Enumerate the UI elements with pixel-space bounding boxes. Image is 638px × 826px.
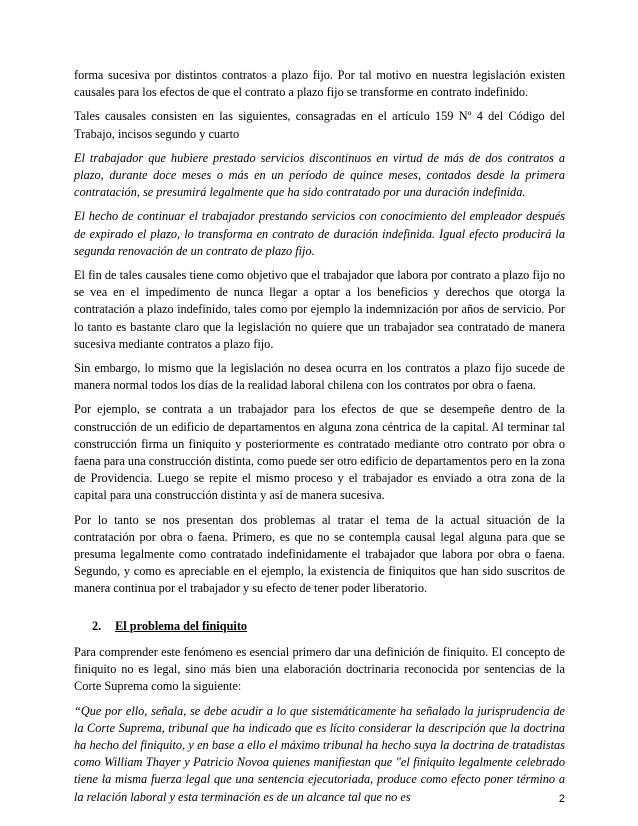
paragraph-3: El fin de tales causales tiene como objetivo que el trabajador que labora por contrato a plazo fijo no se vea en el impedimento de nunca llegar a optar a los beneficios y derechos que otorga la contratación a plazo indefinido, tales como por ejemplo la indemnización por años de servicio. Por lo tanto es bastante claro que la legislación no quiere que un trabajador sea contratado de manera sucesiva mediante contratos a plazo fijo. (74, 268, 565, 351)
paragraph-5: Por ejemplo, se contrata a un trabajador para los efectos de que se desempeñe dentro de la construcción de un edificio de departamentos en alguna zona céntrica de la capital. Al terminar tal construcción firma un finiquito y posteriormente es contratado mediante otro contrato por obra o faena para una construcción distinta, como puede ser otro edificio de departamentos pero en la zona de Providencia. Luego se repite el mismo proceso y el trabajador es enviado a otra zona de la capital para una construcción distinta y así de manera sucesiva. (74, 402, 565, 503)
paragraph-7: Para comprender este fenómeno es esencial primero dar una definición de finiquito. El concepto de finiquito no es legal, sino más bien una elaboración doctrinaria reconocida por sentencias de la Corte Suprema como la siguiente: (74, 644, 565, 694)
quote-paragraph-3: “Que por ello, señala, se debe acudir a lo que sistemáticamente ha señalado la jurisprudencia de la Corte Suprema, tribunal que ha indicado que es lícito considerar la descripción que la doctrina ha hecho del finiquito, y en base a ello el máximo tribunal ha hecho suya la doctrina de tratadistas como William Thayer y Patricio Novoa quienes manifiestan que "el finiquito legalmente celebrado tiene la misma fuerza legal que una sentencia ejecutoriada, produce como efecto poner término a la relación laboral y esta terminación es de un alcance tal que no es (74, 703, 565, 804)
quote-paragraph-2: El hecho de continuar el trabajador prestando servicios con conocimiento del empleador después de expirado el plazo, lo transforma en contrato de duración indefinida. Igual efecto producirá la segunda renovación de un contrato de plazo fijo. (74, 209, 565, 258)
paragraph-4: Sin embargo, lo mismo que la legislación no desea ocurra en los contratos a plazo fijo sucede de manera normal todos los días de la realidad laboral chilena con los contratos por obra o faena. (74, 361, 565, 393)
paragraph-1: forma sucesiva por distintos contratos a plazo fijo. Por tal motivo en nuestra legislación existen causales para los efectos de que el contrato a plazo fijo se transforme en contrato indefinido. (74, 68, 565, 100)
quote-paragraph-1: El trabajador que hubiere prestado servicios discontinuos en virtud de más de dos contratos a plazo, durante doce meses o más en un período de quince meses, contados desde la primera contratación, se presumirá legalmente que ha sido contratado por una duración indefinida. (74, 150, 565, 200)
paragraph-6: Por lo tanto se nos presentan dos problemas al tratar el tema de la actual situación de la contratación por obra o faena. Primero, es que no se contempla causal legal alguna para que se presuma legalmente como contratado indefinidamente el trabajador que labora por obra o faena. Segundo, y como es apreciable en el ejemplo, la existencia de finiquitos que han sido suscritos de manera continua por el trabajador y su efecto de tener poder liberatorio. (74, 512, 565, 596)
paragraph-2: Tales causales consisten en las siguientes, consagradas en el artículo 159 Nº 4 del Código del Trabajo, incisos segundo y cuarto (74, 109, 565, 141)
page-body (74, 67, 565, 813)
section-heading (92, 618, 565, 635)
section-number: 2. (92, 618, 102, 633)
section-title: El problema del finiquito (115, 618, 248, 633)
page-number: 2 (558, 793, 565, 805)
